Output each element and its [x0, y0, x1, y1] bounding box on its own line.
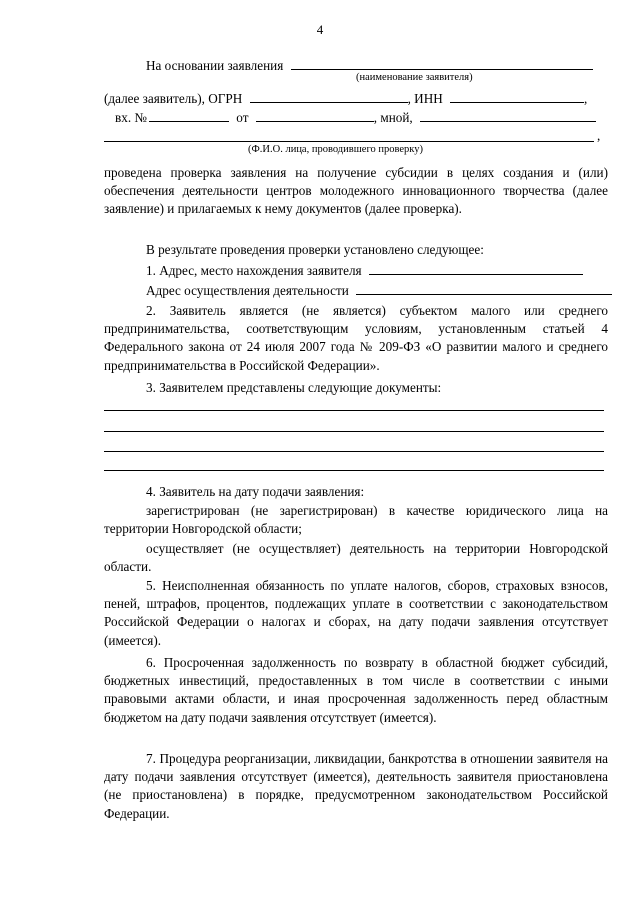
- item-7: 7. Процедура реорганизации, ликвидации, банкротства в отношении заявителя на дату подачи заявления отсутствует (имеется), деятельность заявителя приостановлена (не приостановлена) в порядке, предусмотренном законодательством Российской Федерации.: [104, 751, 608, 821]
- item-3: 3. Заявителем представлены следующие документы:: [146, 380, 442, 395]
- address-location-field[interactable]: [369, 262, 583, 275]
- incoming-number-label: вх. №: [115, 110, 147, 125]
- caption-inspector: (Ф.И.О. лица, проводившего проверку): [248, 144, 424, 155]
- item-1: [146, 262, 583, 280]
- documents-line-2[interactable]: [104, 431, 604, 432]
- inn-label: , ИНН: [407, 91, 443, 106]
- item-4-a: зарегистрирован (не зарегистрирован) в качестве юридического лица на территории Новгородской области;: [104, 503, 608, 537]
- ogrn-field[interactable]: [250, 90, 408, 103]
- result-line: В результате проведения проверки установлено следующее:: [146, 242, 484, 257]
- applicant-name-field[interactable]: [291, 57, 593, 70]
- incoming-number-field[interactable]: [149, 109, 229, 122]
- inspector-field-1[interactable]: [420, 109, 596, 122]
- inspector-name-line[interactable]: [104, 141, 594, 142]
- header-line-2: [104, 90, 587, 108]
- item-4: 4. Заявитель на дату подачи заявления:: [146, 484, 365, 499]
- documents-line-1[interactable]: [104, 410, 604, 411]
- header-line-3: [115, 109, 596, 127]
- inn-field[interactable]: [450, 90, 584, 103]
- item-1-sub-label: Адрес осуществления деятельности: [146, 283, 349, 298]
- by-me-label: , мной,: [373, 110, 413, 125]
- item-4-b: осуществляет (не осуществляет) деятельность на территории Новгородской области.: [104, 541, 608, 575]
- line4-comma: ,: [597, 128, 601, 143]
- line2-comma: ,: [584, 91, 588, 106]
- address-activity-field[interactable]: [356, 282, 612, 295]
- item-1-label: 1. Адрес, место нахождения заявителя: [146, 263, 362, 278]
- item-2: 2. Заявитель является (не является) субъектом малого или среднего предпринимательства, соответствующим условиям, установленным статьей 4 Федерального закона от 24 июля 2007 года № 209-ФЗ «О развитии малого и среднего предпринимательства в Российской Федерации».: [104, 303, 608, 373]
- documents-line-3[interactable]: [104, 451, 604, 452]
- date-from-label: от: [236, 110, 249, 125]
- caption-applicant: (наименование заявителя): [356, 72, 473, 83]
- ogrn-label: (далее заявитель), ОГРН: [104, 91, 243, 106]
- date-field[interactable]: [256, 109, 374, 122]
- intro-paragraph: проведена проверка заявления на получение субсидии в целях создания и (или) обеспечения деятельности центров молодежного инновационного творчества (далее заявление) и прилагаемых к нему документов (далее проверка).: [104, 165, 608, 217]
- item-6: 6. Просроченная задолженность по возврату в областной бюджет субсидий, бюджетных инвестиций, предоставленных в том числе в соответствии с иными правовыми актами области, и иная просроченная задолженность перед областным бюджетом на дату подачи заявления отсутствует (имеется).: [104, 655, 608, 725]
- header-basis-text: На основании заявления: [146, 58, 284, 73]
- item-1-sub: [146, 282, 612, 300]
- page-number: 4: [316, 22, 324, 37]
- item-5: 5. Неисполненная обязанность по уплате налогов, сборов, страховых взносов, пеней, штрафов, процентов, подлежащих уплате в соответствии с законодательством Российской Федерации о налогах и сборах, на дату подачи заявления отсутствует (имеется).: [104, 578, 608, 648]
- documents-line-4[interactable]: [104, 470, 604, 471]
